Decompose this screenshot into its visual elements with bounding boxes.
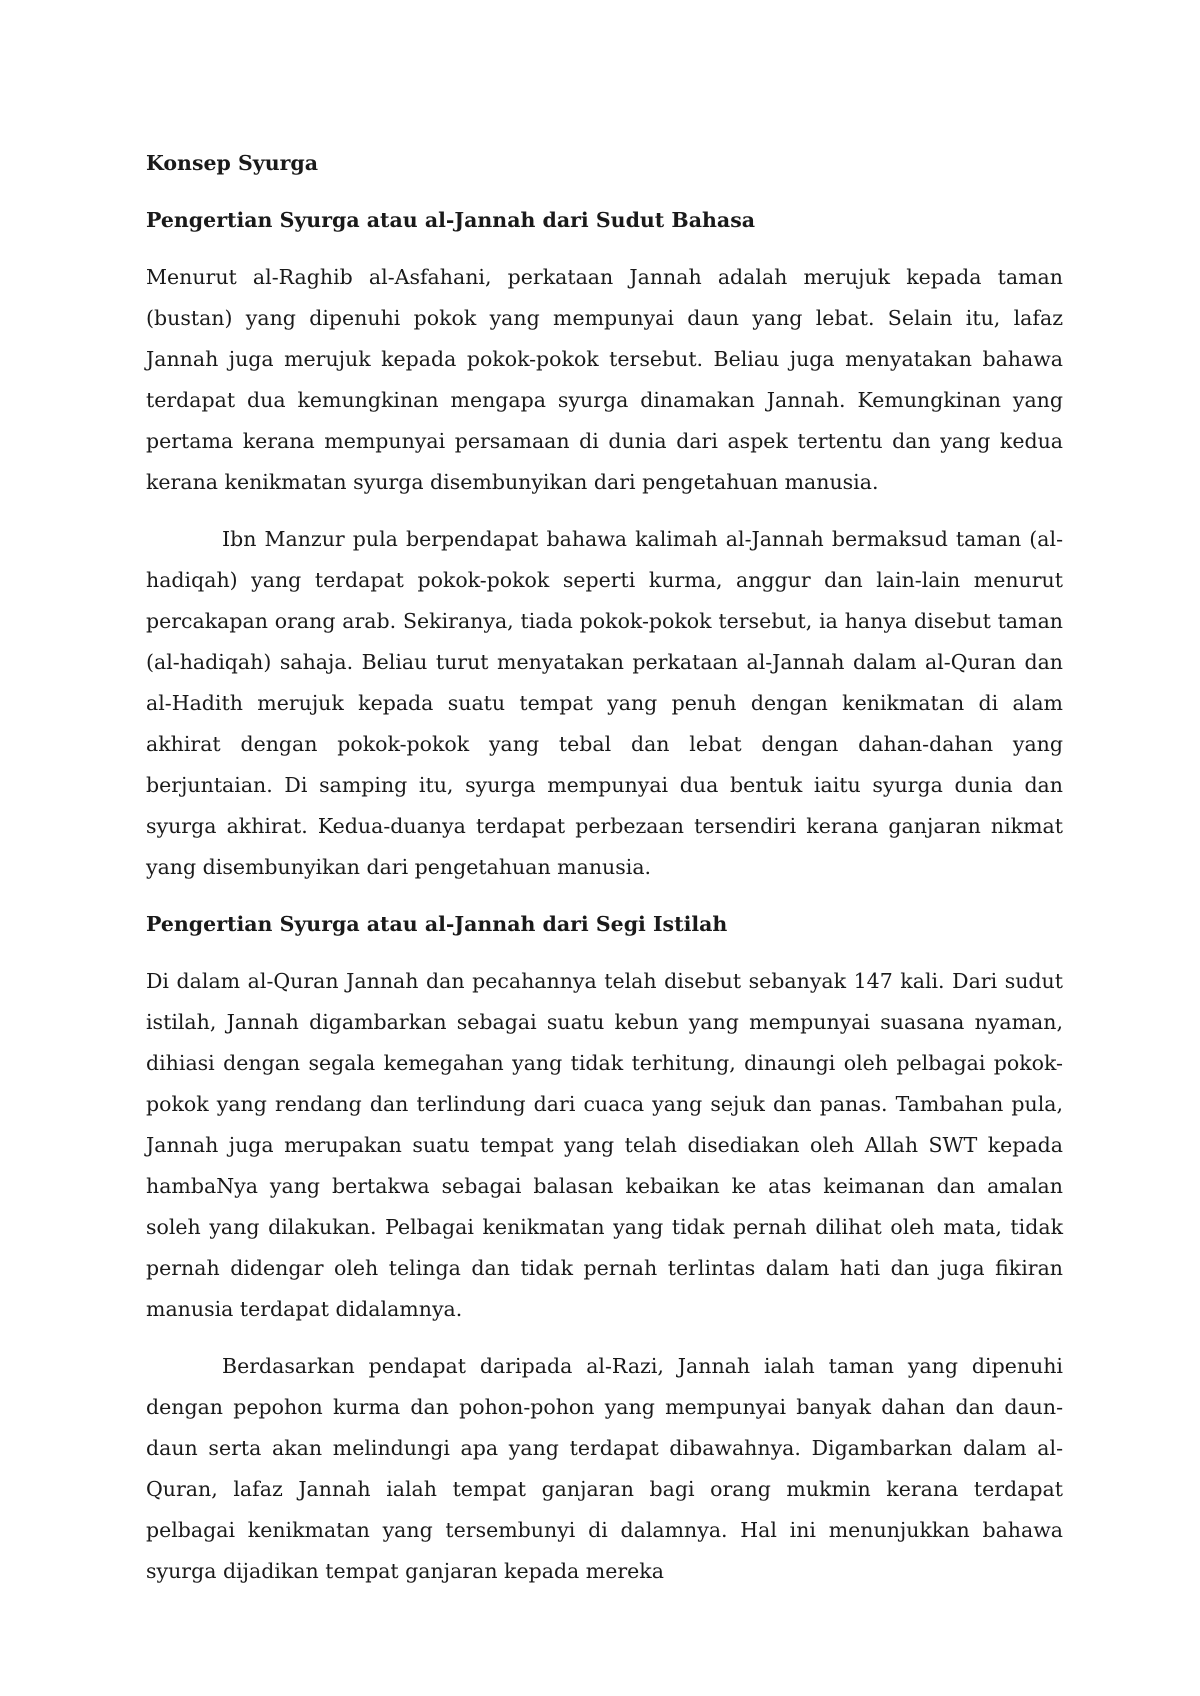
section-heading-istilah: Pengertian Syurga atau al-Jannah dari Segi Istilah [146,912,728,936]
document-body [146,143,1063,1592]
document-title: Konsep Syurga [146,151,319,175]
paragraph-al-razi: Berdasarkan pendapat daripada al-Razi, Jannah ialah taman yang dipenuhi dengan pepohon kurma dan pohon-pohon yang mempunyai banyak dahan dan daun-daun serta akan melindungi apa yang terdapat dibawahnya. Digambarkan dalam al-Quran, lafaz Jannah ialah tempat ganjaran bagi orang mukmin kerana terdapat pelbagai kenikmatan yang tersembunyi di dalamnya. Hal ini menunjukkan bahawa syurga dijadikan tempat ganjaran kepada mereka [146,1354,1063,1583]
paragraph-al-raghib: Menurut al-Raghib al-Asfahani, perkataan Jannah adalah merujuk kepada taman (bustan) yang dipenuhi pokok yang mempunyai daun yang lebat. Selain itu, lafaz Jannah juga merujuk kepada pokok-pokok tersebut. Beliau juga menyatakan bahawa terdapat dua kemungkinan mengapa syurga dinamakan Jannah. Kemungkinan yang pertama kerana mempunyai persamaan di dunia dari aspek tertentu dan yang kedua kerana kenikmatan syurga disembunyikan dari pengetahuan manusia. [146,265,1063,494]
section-heading-bahasa: Pengertian Syurga atau al-Jannah dari Sudut Bahasa [146,208,756,232]
paragraph-al-quran: Di dalam al-Quran Jannah dan pecahannya telah disebut sebanyak 147 kali. Dari sudut istilah, Jannah digambarkan sebagai suatu kebun yang mempunyai suasana nyaman, dihiasi dengan segala kemegahan yang tidak terhitung, dinaungi oleh pelbagai pokok-pokok yang rendang dan terlindung dari cuaca yang sejuk dan panas. Tambahan pula, Jannah juga merupakan suatu tempat yang telah disediakan oleh Allah SWT kepada hambaNya yang bertakwa sebagai balasan kebaikan ke atas keimanan dan amalan soleh yang dilakukan. Pelbagai kenikmatan yang tidak pernah dilihat oleh mata, tidak pernah didengar oleh telinga dan tidak pernah terlintas dalam hati dan juga fikiran manusia terdapat didalamnya. [146,969,1063,1321]
paragraph-ibn-manzur: Ibn Manzur pula berpendapat bahawa kalimah al-Jannah bermaksud taman (al-hadiqah) yang terdapat pokok-pokok seperti kurma, anggur dan lain-lain menurut percakapan orang arab. Sekiranya, tiada pokok-pokok tersebut, ia hanya disebut taman (al-hadiqah) sahaja. Beliau turut menyatakan perkataan al-Jannah dalam al-Quran dan al-Hadith merujuk kepada suatu tempat yang penuh dengan kenikmatan di alam akhirat dengan pokok-pokok yang tebal dan lebat dengan dahan-dahan yang berjuntaian. Di samping itu, syurga mempunyai dua bentuk iaitu syurga dunia dan syurga akhirat. Kedua-duanya terdapat perbezaan tersendiri kerana ganjaran nikmat yang disembunyikan dari pengetahuan manusia. [146,527,1063,879]
